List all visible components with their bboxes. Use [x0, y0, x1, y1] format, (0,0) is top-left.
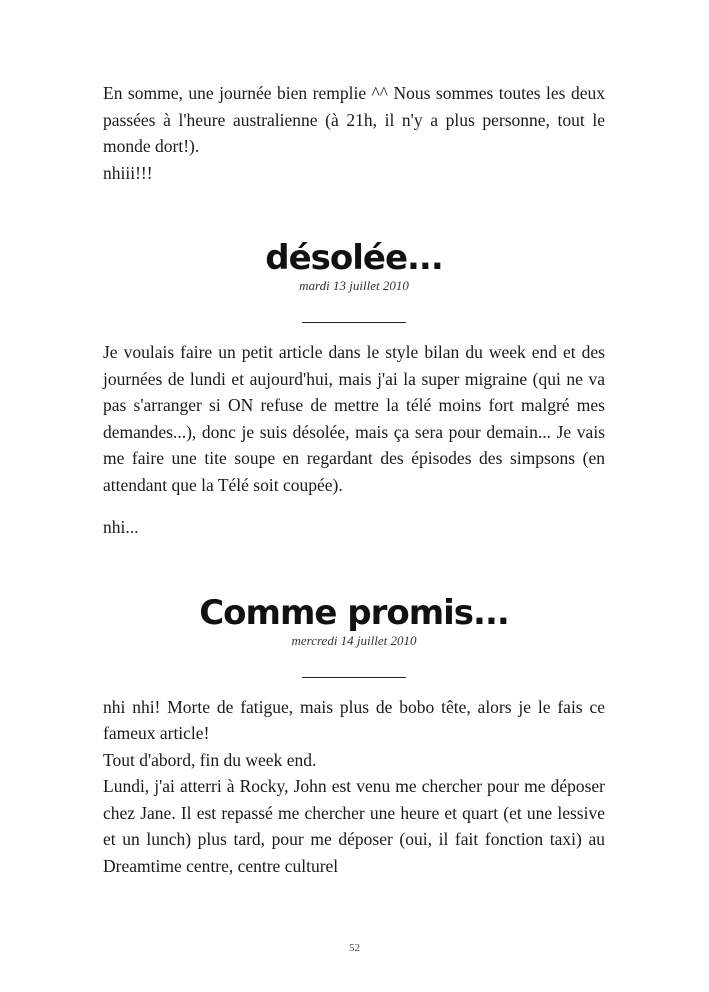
post-title: Comme promis...: [199, 592, 509, 633]
page-number: 52: [349, 942, 360, 954]
separator-rule: [302, 677, 406, 678]
post-date: mardi 13 juillet 2010: [299, 278, 409, 293]
post-paragraph: Tout d'abord, fin du week end.: [103, 749, 317, 770]
post-title: désolée...: [265, 238, 443, 278]
separator-rule: [302, 322, 406, 323]
intro-signoff: nhiii!!!: [103, 162, 153, 183]
post-paragraph: Lundi, j'ai atterri à Rocky, John est venu me chercher pour me déposer chez Jane. Il est repassé me chercher une heure et quart (et une lessive et un lunch) plus tard, pour me déposer (oui, il fait fonction taxi) au Dreamtime centre, centre culturel: [103, 776, 605, 876]
post-desolee: [103, 238, 605, 541]
post-signoff: nhi...: [103, 517, 139, 537]
post-paragraph: nhi nhi! Morte de fatigue, mais plus de bobo tête, alors je le fais ce fameux article!: [103, 696, 605, 743]
post-comme-promis: [103, 593, 605, 880]
post-paragraph: Je voulais faire un petit article dans le style bilan du week end et des journées de lundi et aujourd'hui, mais j'ai la super migraine (qui ne va pas s'arranger si ON refuse de mettre la télé moins fort malgré mes demandes...), donc je suis désolée, mais ça sera pour demain... Je vais me faire une tite soupe en regardant des épisodes des simpsons (en attendant que la Télé soit coupée).: [103, 342, 605, 495]
page-content: [103, 80, 605, 879]
intro-paragraph: En somme, une journée bien remplie ^^ Nous sommes toutes les deux passées à l'heure australienne (à 21h, il n'y a plus personne, tout le monde dort!).: [103, 83, 605, 156]
post-date: mercredi 14 juillet 2010: [291, 632, 417, 648]
